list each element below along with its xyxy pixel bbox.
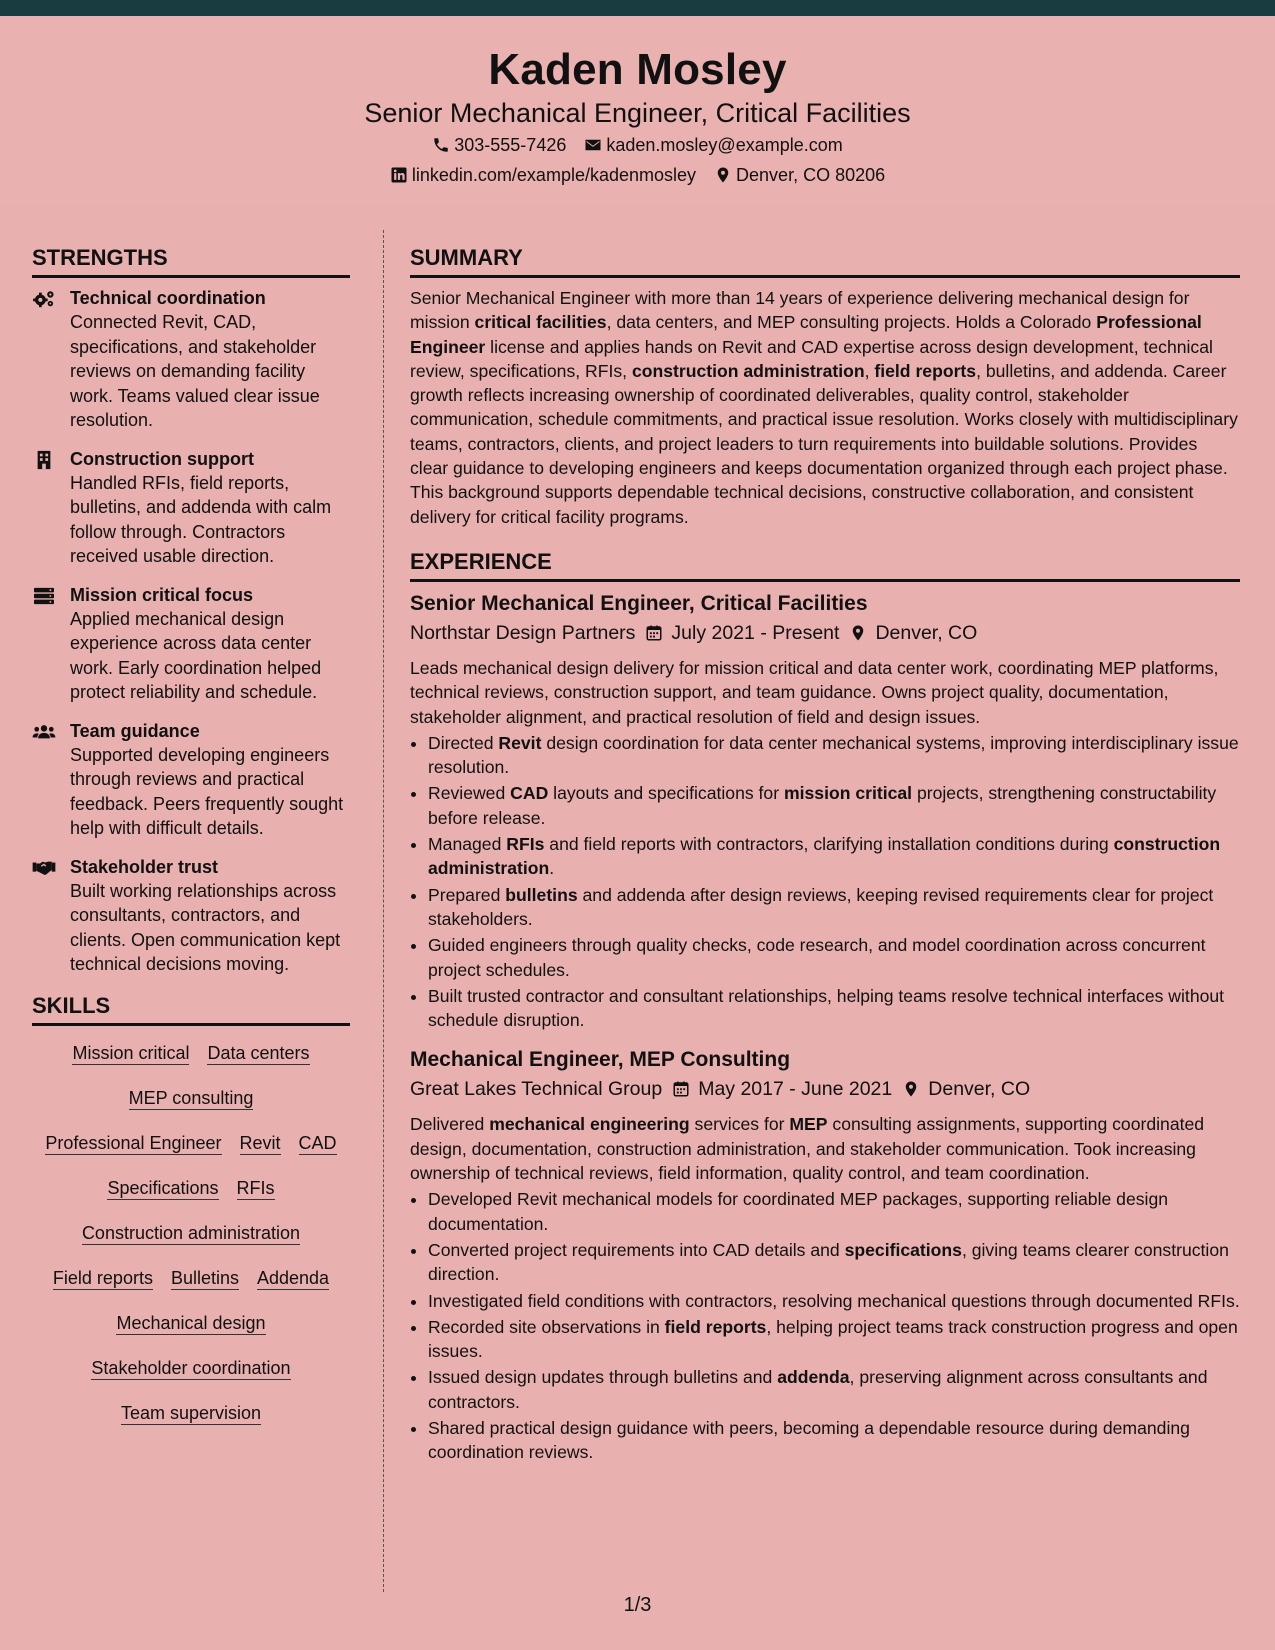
job-bullet: • Managed RFIs and field reports with contractors, clarifying installation conditions during construction administration. — [428, 832, 1240, 881]
skill-row — [32, 1177, 350, 1200]
calendar-icon — [645, 624, 663, 642]
skill-row — [32, 1222, 350, 1245]
skill-tag: Mechanical design — [116, 1312, 266, 1333]
experience-heading: EXPERIENCE — [410, 547, 1240, 582]
job-meta — [410, 1074, 1240, 1104]
job-bullet: • Guided engineers through quality checks, code research, and model coordination across concurrent project schedules. — [428, 933, 1240, 982]
map-pin-icon — [902, 1080, 920, 1098]
envelope-icon — [584, 136, 602, 154]
strength-item — [32, 583, 350, 705]
page-number: 1/3 — [623, 1594, 652, 1616]
job-description: Leads mechanical design delivery for mission critical and data center work, coordinating MEP platforms, technical reviews, construction support, and team guidance. Owns project quality, documentation, stakeholder alignment, and practical resolution of field and design issues. — [410, 657, 1219, 727]
map-pin-icon — [849, 624, 867, 642]
job-bullet: • Prepared bulletins and addenda after design reviews, keeping revised requirements clear for project stakeholders. — [428, 883, 1240, 932]
skill-row — [32, 1087, 350, 1110]
strength-title: Construction support — [70, 448, 254, 469]
skill-row — [32, 1402, 350, 1425]
dates-text: July 2021 - Present — [671, 621, 840, 644]
column-divider — [383, 230, 384, 1592]
strength-title: Technical coordination — [70, 288, 266, 308]
skill-tag: Stakeholder coordination — [91, 1357, 291, 1378]
strength-item — [32, 286, 350, 433]
skill-tag: Field reports — [52, 1267, 153, 1288]
job-description: Delivered mechanical engineering services for MEP consulting assignments, supporting coordinated design, documentation, construction administration, and stakeholder communication. Took increasing ownership of technical reviews, field information, quality control, and team coordination. — [410, 1114, 1205, 1184]
phone-text: 303-555-7426 — [454, 135, 567, 155]
strengths-heading: STRENGTHS — [32, 243, 350, 278]
skill-row — [32, 1357, 350, 1380]
skill-tag: Bulletins — [170, 1267, 239, 1288]
skill-tag: Construction administration — [81, 1222, 301, 1243]
phone-icon — [432, 136, 450, 154]
location-text: Denver, CO — [875, 621, 978, 644]
skill-row — [32, 1132, 350, 1155]
job-bullet: • Recorded site observations in field reports, helping project teams track construction progress and open issues. — [428, 1315, 1240, 1364]
linkedin-contact[interactable] — [390, 160, 696, 190]
job-location — [902, 1074, 1030, 1104]
location-contact — [714, 160, 885, 190]
location-text: Denver, CO — [928, 1078, 1031, 1101]
skill-tag: Revit — [239, 1132, 281, 1153]
left-column — [32, 243, 350, 1447]
linkedin-text[interactable]: linkedin.com/example/kadenmosley — [411, 165, 697, 185]
skill-tag: CAD — [298, 1132, 337, 1153]
server-icon — [32, 586, 56, 606]
strength-item — [32, 447, 350, 569]
strength-desc: Handled RFIs, field reports, bulletins, and addenda with calm follow through. Contractors received usable direction. — [70, 472, 332, 566]
strength-desc: Built working relationships across consultants, contractors, and clients. Open communication kept technical decisions moving. — [70, 880, 341, 974]
map-pin-icon — [714, 166, 732, 184]
job-bullet: • Directed Revit design coordination for data center mechanical systems, improving interdisciplinary issue resolution. — [428, 731, 1240, 780]
skill-tag: Data centers — [207, 1042, 310, 1063]
right-column — [410, 243, 1240, 1467]
skill-tag: Specifications — [107, 1177, 219, 1198]
resume-header — [0, 16, 1275, 204]
job-location — [849, 618, 977, 648]
job-dates — [672, 1074, 892, 1104]
summary-text: Senior Mechanical Engineer with more than 14 years of experience delivering mechanical design for mission critical facilities, data centers, and MEP consulting projects. Holds a Colorado Professional Engineer license and applies hands on Revit and CAD expertise across design development, technical review, specifications, RFIs, construction administration, field reports, bulletins, and addenda. Career growth reflects increasing ownership of coordinated deliverables, quality control, stakeholder communication, schedule commitments, and practical issue resolution. Works closely with multidisciplinary teams, contractors, clients, and project leaders to turn requirements into buildable solutions. Provides clear guidance to developing engineers and keeps documentation organized through each project phase. This background supports dependable technical decisions, constructive collaboration, and consistent delivery for critical facility programs. — [410, 288, 1238, 527]
job-entry — [410, 590, 1240, 1032]
building-icon — [32, 450, 56, 470]
job-bullet: • Reviewed CAD layouts and specifications for mission critical projects, strengthening constructability before release. — [428, 781, 1240, 830]
strength-title: Stakeholder trust — [70, 856, 219, 877]
skill-tag: Addenda — [257, 1267, 330, 1288]
skills-list — [32, 1034, 350, 1425]
candidate-title: Senior Mechanical Engineer, Critical Facilities — [364, 98, 911, 128]
skill-tag: Professional Engineer — [45, 1132, 222, 1153]
contact-line-2 — [0, 160, 1275, 190]
skill-row — [32, 1267, 350, 1290]
job-meta — [410, 618, 1240, 648]
skills-heading: SKILLS — [32, 991, 350, 1026]
job-bullet: • Developed Revit mechanical models for coordinated MEP packages, supporting reliable design documentation. — [428, 1187, 1240, 1236]
strength-item — [32, 719, 350, 841]
job-title: Mechanical Engineer, MEP Consulting — [410, 1048, 791, 1072]
strength-desc: Applied mechanical design experience across data center work. Early coordination helped protect reliability and schedule. — [70, 608, 322, 702]
strength-title: Mission critical focus — [70, 584, 254, 605]
phone-contact — [432, 130, 566, 160]
job-bullet: • Issued design updates through bulletins and addenda, preserving alignment across consultants and contractors. — [428, 1365, 1240, 1414]
experience-list — [410, 590, 1240, 1465]
job-bullets — [410, 1187, 1240, 1464]
strength-item — [32, 855, 350, 977]
location-text: Denver, CO 80206 — [736, 165, 886, 185]
email-contact[interactable] — [584, 130, 842, 160]
skill-tag: Team supervision — [120, 1402, 262, 1423]
linkedin-icon — [390, 166, 408, 184]
skill-tag: MEP consulting — [128, 1087, 254, 1108]
skill-tag: RFIs — [236, 1177, 275, 1198]
job-entry — [410, 1046, 1240, 1464]
email-text[interactable]: kaden.mosley@example.com — [606, 135, 843, 155]
strengths-list — [32, 286, 350, 977]
handshake-icon — [32, 858, 56, 878]
top-accent-bar — [0, 0, 1275, 16]
job-bullets — [410, 731, 1240, 1033]
users-icon — [32, 722, 56, 742]
job-bullet: • Built trusted contractor and consultant relationships, helping teams resolve technical interfaces without schedule disruption. — [428, 984, 1240, 1033]
company-name: Great Lakes Technical Group — [410, 1078, 663, 1101]
job-bullet: • Shared practical design guidance with peers, becoming a dependable resource during demanding coordination reviews. — [428, 1416, 1240, 1465]
dates-text: May 2017 - June 2021 — [698, 1078, 893, 1101]
summary-heading: SUMMARY — [410, 243, 1240, 278]
job-title: Senior Mechanical Engineer, Critical Facilities — [410, 591, 868, 615]
gears-icon — [32, 289, 56, 309]
company-name: Northstar Design Partners — [410, 621, 636, 644]
job-dates — [645, 618, 839, 648]
skill-row — [32, 1312, 350, 1335]
job-bullet: • Investigated field conditions with contractors, resolving mechanical questions through documented RFIs. — [428, 1289, 1240, 1313]
candidate-name: Kaden Mosley — [488, 45, 787, 94]
contact-line-1 — [0, 130, 1275, 160]
strength-desc: Connected Revit, CAD, specifications, and stakeholder reviews on demanding facility work. Teams valued clear issue resolution. — [70, 312, 320, 430]
strength-title: Team guidance — [70, 720, 200, 741]
calendar-icon — [672, 1080, 690, 1098]
strength-desc: Supported developing engineers through reviews and practical feedback. Peers frequently sought help with difficult details. — [70, 744, 344, 838]
job-bullet: • Converted project requirements into CAD details and specifications, giving teams clearer construction direction. — [428, 1238, 1240, 1287]
skill-row — [32, 1042, 350, 1065]
skill-tag: Mission critical — [72, 1042, 190, 1063]
